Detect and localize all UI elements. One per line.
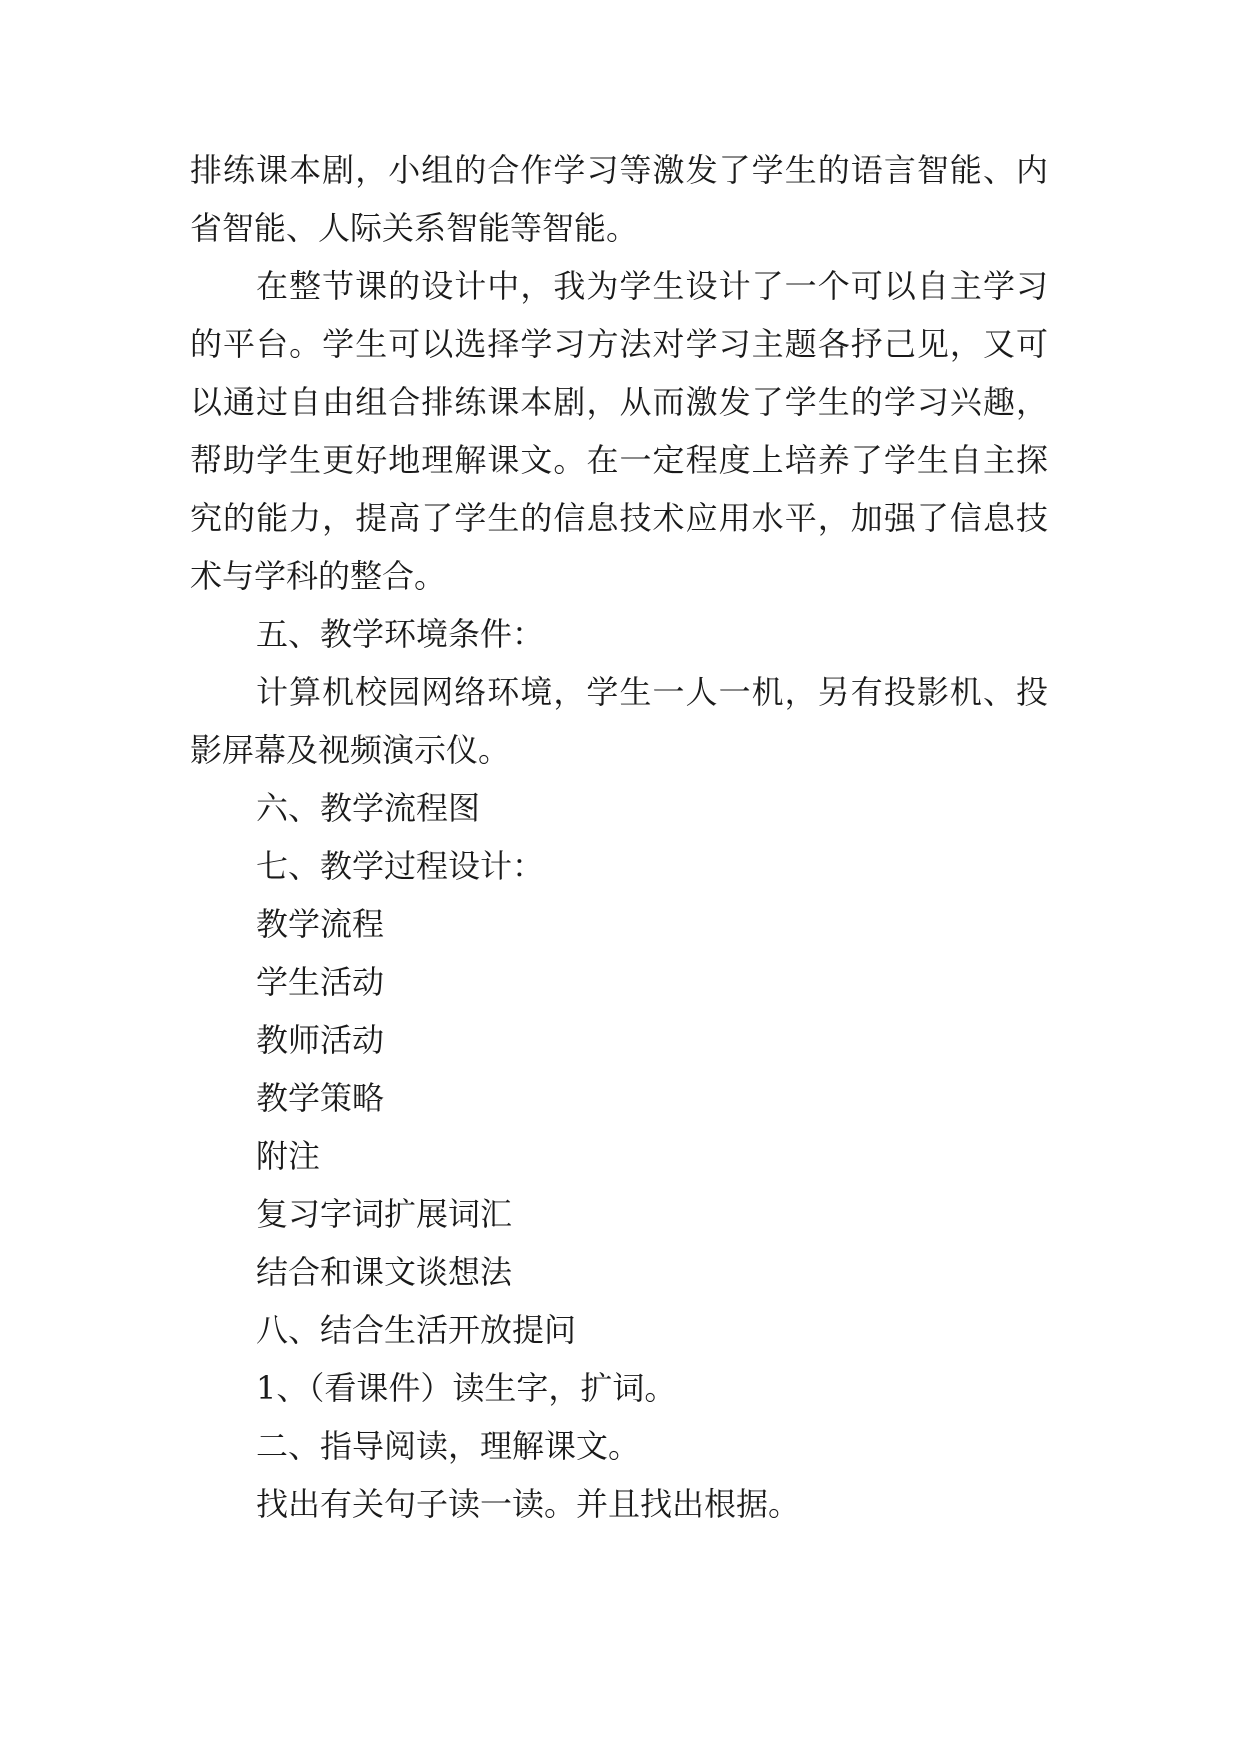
paragraph-line: 计算机校园网络环境，学生一人一机，另有投影机、投 [256,673,1048,711]
paragraph-line: 以通过自由组合排练课本剧，从而激发了学生的学习兴趣， [190,383,1048,421]
list-item: 学生活动 [256,963,385,1001]
list-item: 教师活动 [256,1021,385,1059]
list-item: 附注 [256,1137,321,1175]
paragraph-line: 省智能、人际关系智能等智能。 [190,209,639,247]
section-heading: 六、教学流程图 [256,789,481,827]
paragraph-line: 术与学科的整合。 [190,557,447,595]
paragraph-line: 影屏幕及视频演示仪。 [190,731,511,769]
paragraph-line: 究的能力，提高了学生的信息技术应用水平，加强了信息技 [190,499,1048,537]
paragraph-line: 在整节课的设计中，我为学生设计了一个可以自主学习 [256,267,1048,305]
paragraph-line: 帮助学生更好地理解课文。在一定程度上培养了学生自主探 [190,441,1048,479]
section-heading: 七、教学过程设计： [256,847,545,885]
section-heading: 五、教学环境条件： [256,615,545,653]
list-item: 1、（看课件）读生字，扩词。 [256,1369,677,1407]
list-item: 教学策略 [256,1079,385,1117]
section-heading: 二、指导阅读，理解课文。 [256,1427,641,1465]
list-item: 复习字词扩展词汇 [256,1195,513,1233]
paragraph-line: 排练课本剧，小组的合作学习等激发了学生的语言智能、内 [190,151,1048,189]
list-item: 结合和课文谈想法 [256,1253,513,1291]
paragraph-line: 找出有关句子读一读。并且找出根据。 [256,1485,801,1523]
paragraph-line: 的平台。学生可以选择学习方法对学习主题各抒己见，又可 [190,325,1048,363]
section-heading: 八、结合生活开放提问 [256,1311,577,1349]
list-item: 教学流程 [256,905,385,943]
